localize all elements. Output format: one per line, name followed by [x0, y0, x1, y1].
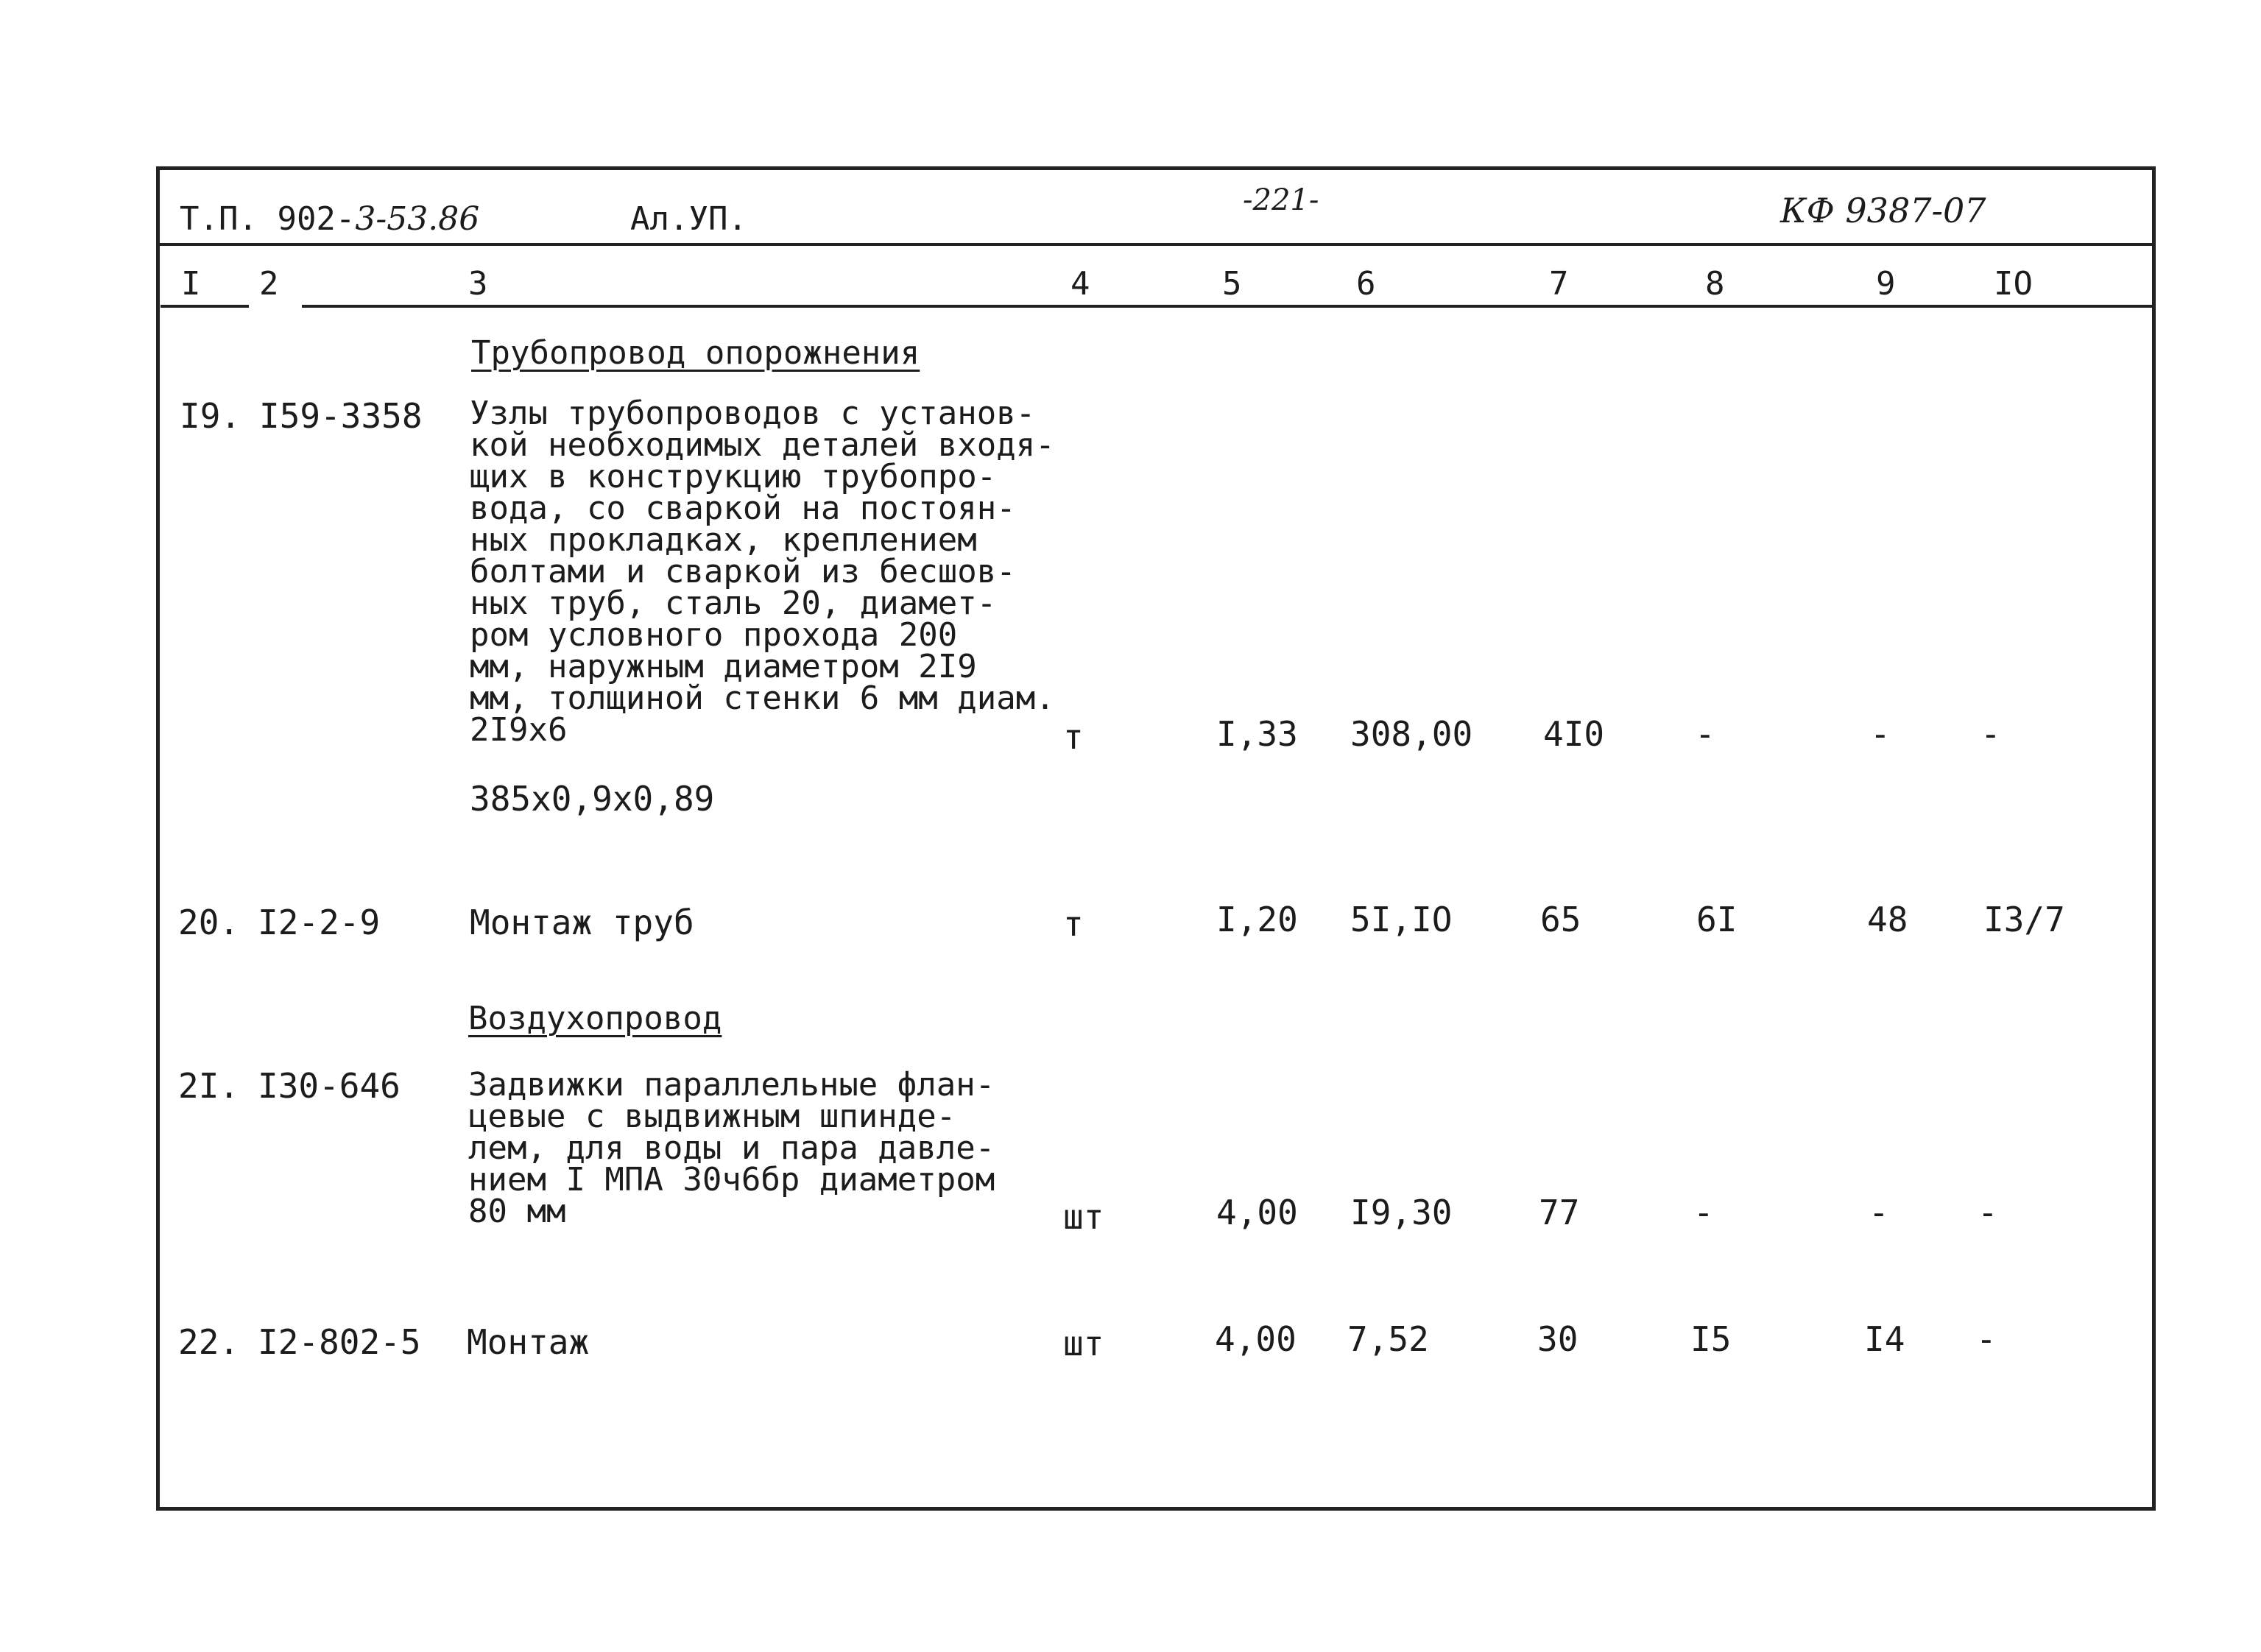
desc-line: 80 мм: [468, 1193, 566, 1230]
row-20-col5: I,20: [1216, 900, 1298, 939]
desc-line: ных труб, сталь 20, диамет-: [470, 585, 997, 622]
desc-line: ром условного прохода 200: [470, 616, 958, 654]
row-21-code: I30-646: [258, 1066, 401, 1106]
section-title-air: Воздухопровод: [468, 1000, 722, 1037]
row-22-num: 22.: [178, 1322, 240, 1362]
row-19-code: I59-3358: [259, 396, 423, 436]
row-22-description: Монтаж: [467, 1322, 590, 1362]
desc-line: цевые с выдвижным шпинде-: [468, 1098, 956, 1135]
row-21-col5: 4,00: [1216, 1193, 1298, 1232]
desc-line: 2I9х6: [470, 711, 568, 749]
doc-number: [180, 200, 480, 238]
row-19-col5: I,33: [1216, 714, 1298, 754]
row-20-col6: 5I,IO: [1350, 900, 1453, 939]
row-20-num: 20.: [178, 903, 240, 942]
desc-line: Узлы трубопроводов с установ-: [470, 395, 1036, 432]
col-header-5: 5: [1222, 265, 1242, 303]
row-21-col8: -: [1693, 1193, 1714, 1232]
col-header-8: 8: [1705, 265, 1725, 303]
row-20-unit: т: [1063, 904, 1084, 944]
col-header-10: IO: [1994, 265, 2033, 303]
row-22-col6: 7,52: [1347, 1319, 1429, 1359]
row-19-col6: 308,00: [1350, 714, 1473, 754]
row-20-col8: 6I: [1696, 900, 1738, 939]
row-19-num: I9.: [180, 396, 241, 436]
column-header-divider-left: [161, 305, 249, 308]
row-22-col7: 30: [1537, 1319, 1579, 1359]
desc-line: мм, наружным диаметром 2I9: [470, 648, 977, 685]
row-22-unit: шт: [1063, 1324, 1104, 1363]
row-19-col10: -: [1980, 714, 2001, 754]
col-header-7: 7: [1549, 265, 1569, 303]
row-19-col9: -: [1870, 714, 1891, 754]
row-20-code: I2-2-9: [258, 903, 381, 942]
desc-line: кой необходимых деталей входя-: [470, 426, 1055, 464]
desc-line: вода, со сваркой на постоян-: [470, 490, 1016, 527]
row-20-col7: 65: [1540, 900, 1581, 939]
desc-line: нием I МПА 30ч6бр диаметром: [468, 1161, 995, 1199]
row-22-col10: -: [1976, 1319, 1997, 1359]
column-header-divider: [302, 305, 2156, 308]
row-19-unit: т: [1063, 717, 1084, 757]
album-label: Ал.УП.: [630, 200, 747, 238]
row-20-col10: I3/7: [1983, 900, 2065, 939]
desc-line: лем, для воды и пара давле-: [468, 1129, 995, 1167]
desc-line: мм, толщиной стенки 6 мм диам.: [470, 679, 1055, 717]
row-21-col10: -: [1978, 1193, 1998, 1232]
row-22-col8: I5: [1690, 1319, 1732, 1359]
doc-code: КФ 9387-07: [1780, 191, 1986, 230]
col-header-6: 6: [1356, 265, 1376, 303]
col-header-1: I: [181, 265, 201, 303]
row-22-code: I2-802-5: [258, 1322, 421, 1362]
row-21-col6: I9,30: [1350, 1193, 1453, 1232]
col-header-3: 3: [468, 265, 488, 303]
desc-line: Задвижки параллельные флан-: [468, 1066, 995, 1104]
desc-line: болтами и сваркой из бесшов-: [470, 553, 1016, 590]
section-title-drain: Трубопровод опорожнения: [471, 334, 920, 372]
row-21-unit: шт: [1063, 1197, 1104, 1237]
row-19-description: [470, 395, 1055, 749]
row-21-description: [468, 1066, 995, 1230]
row-22-col5: 4,00: [1215, 1319, 1297, 1359]
page-number: -221-: [1243, 183, 1319, 217]
row-21-num: 2I.: [178, 1066, 240, 1106]
row-21-col9: -: [1869, 1193, 1889, 1232]
col-header-2: 2: [259, 265, 279, 303]
header-divider: [156, 243, 2156, 246]
col-header-9: 9: [1876, 265, 1896, 303]
desc-line: щих в конструкцию трубопро-: [470, 458, 997, 495]
table-frame: [156, 166, 2156, 1511]
row-20-description: Монтаж труб: [470, 903, 694, 942]
desc-line: ных прокладках, креплением: [470, 521, 977, 559]
doc-prefix: Т.П. 902-: [180, 200, 356, 238]
row-19-col7: 4I0: [1543, 714, 1605, 754]
doc-suffix: 3-53.86: [355, 200, 480, 238]
row-22-col9: I4: [1864, 1319, 1905, 1359]
row-19-extra: 385х0,9х0,89: [470, 779, 715, 819]
col-header-4: 4: [1070, 265, 1090, 303]
row-19-col8: -: [1695, 714, 1715, 754]
row-20-col9: 48: [1867, 900, 1908, 939]
row-21-col7: 77: [1539, 1193, 1580, 1232]
